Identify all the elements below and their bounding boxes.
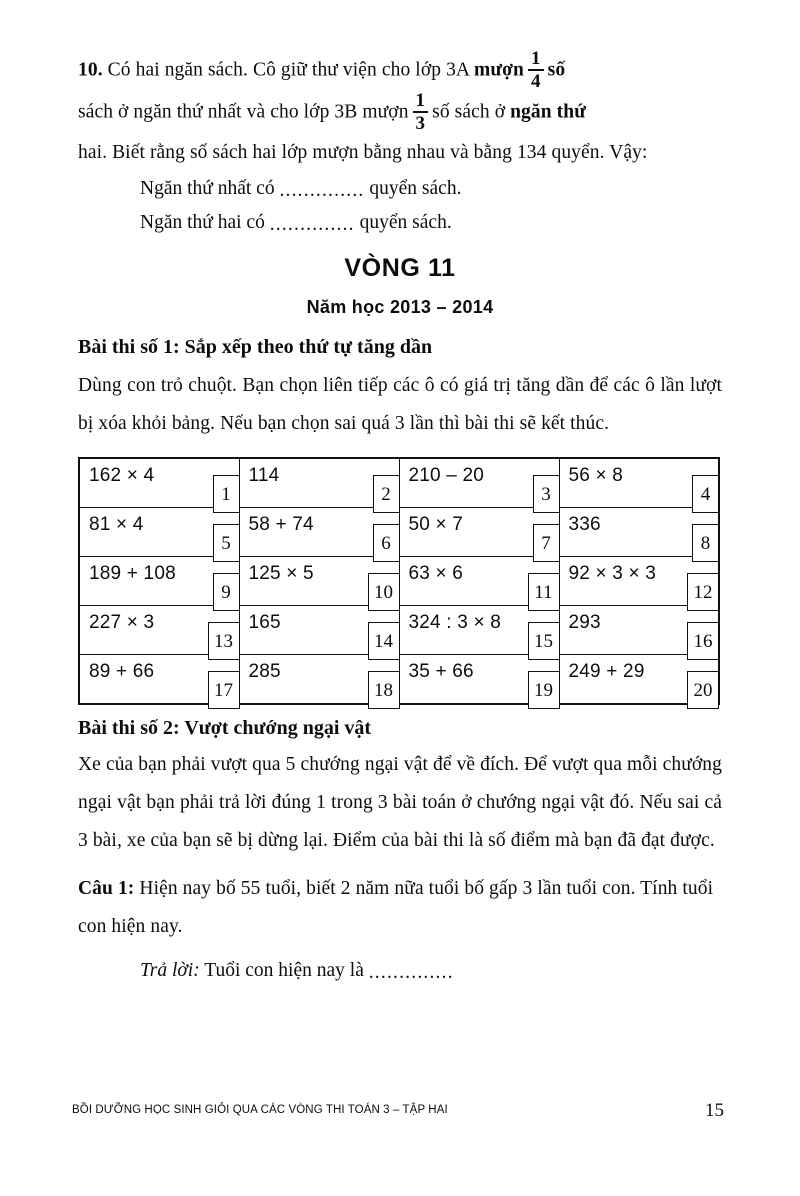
exercise-10-after-fraction1: số	[547, 59, 566, 81]
footer-book-title: BỒI DƯỠNG HỌC SINH GIỎI QUA CÁC VÒNG THI TOÁN 3 – TẬP HAI	[72, 1104, 448, 1116]
cell-expression: 162 × 4	[89, 465, 155, 486]
cell-index-box: 19	[528, 671, 560, 709]
answer-blank-dots: ..............	[279, 180, 365, 201]
exercise-10-bold-tail: ngăn thứ	[510, 101, 586, 123]
page-footer	[72, 1100, 724, 1124]
exercise-10-paragraph-2	[78, 92, 722, 134]
sorting-grid-row	[79, 557, 719, 606]
cell-expression: 336	[568, 514, 601, 535]
cell-expression: 125 × 5	[248, 563, 314, 584]
question-1-label: Câu 1:	[78, 878, 135, 899]
sorting-grid-cell[interactable]	[239, 458, 399, 508]
cell-expression: 210 – 20	[408, 465, 485, 486]
cell-index-box: 8	[692, 524, 719, 562]
fraction-denominator: 3	[415, 113, 426, 134]
exercise-10-borrow-word: mượn	[474, 59, 525, 81]
sorting-grid-cell[interactable]	[559, 508, 719, 557]
fraction-denominator: 4	[531, 71, 541, 92]
cell-index-box: 6	[373, 524, 400, 562]
sorting-grid-cell[interactable]	[559, 606, 719, 655]
cell-expression: 324 : 3 × 8	[408, 612, 502, 633]
question-1-text: Hiện nay bố 55 tuổi, biết 2 năm nữa tuổi bố gấp 3 lần tuổi con. Tính tuổi con hiện nay.	[78, 878, 714, 937]
sorting-grid-cell[interactable]	[399, 606, 559, 655]
fraction-numerator: 1	[528, 49, 544, 71]
sorting-grid-cell[interactable]	[399, 508, 559, 557]
cell-index-box: 12	[687, 573, 719, 611]
exercise-10-paragraph-3: hai. Biết rằng số sách hai lớp mượn bằng nhau và bằng 134 quyển. Vậy:	[78, 142, 648, 163]
sorting-grid-cell[interactable]	[399, 458, 559, 508]
cell-expression: 293	[568, 612, 601, 633]
fraction-one-quarter	[528, 49, 544, 91]
sorting-grid-row	[79, 458, 719, 508]
page-content	[78, 50, 722, 988]
exercise-10-part1: Có hai ngăn sách. Cô giữ thư viện cho lớp 3A	[107, 59, 470, 81]
sorting-grid-cell[interactable]	[239, 655, 399, 705]
cell-index-box: 15	[528, 622, 560, 660]
sorting-grid	[78, 457, 720, 705]
cell-expression: 58 + 74	[248, 514, 314, 535]
exercise-10-paragraph	[78, 50, 722, 92]
question-1	[78, 860, 722, 946]
cell-index-box: 10	[368, 573, 400, 611]
blank-line-first-shelf	[78, 172, 722, 206]
answer-blank-dots: ..............	[368, 962, 454, 983]
sorting-grid-cell[interactable]	[559, 557, 719, 606]
cell-expression: 50 × 7	[408, 514, 464, 535]
cell-expression: 285	[248, 661, 281, 682]
sorting-grid-cell[interactable]	[559, 458, 719, 508]
question-1-answer-line	[78, 946, 722, 988]
cell-expression: 165	[248, 612, 281, 633]
blank-line-second-shelf-suffix: quyển sách.	[359, 212, 452, 233]
sorting-grid-cell[interactable]	[79, 508, 239, 557]
cell-index-box: 18	[368, 671, 400, 709]
sorting-grid-cell[interactable]	[239, 606, 399, 655]
exercise-number: 10.	[78, 59, 103, 81]
test-2-heading: Bài thi số 2: Vượt chướng ngại vật	[78, 717, 372, 739]
cell-index-box: 7	[533, 524, 560, 562]
sorting-grid-row	[79, 606, 719, 655]
sorting-grid-cell[interactable]	[79, 655, 239, 705]
cell-index-box: 13	[208, 622, 240, 660]
sorting-grid-cell[interactable]	[239, 508, 399, 557]
cell-index-box: 5	[213, 524, 240, 562]
cell-expression: 63 × 6	[408, 563, 464, 584]
cell-index-box: 1	[213, 475, 240, 513]
fraction-one-third	[413, 91, 429, 133]
answer-blank-dots: ..............	[269, 214, 355, 235]
sorting-grid-cell[interactable]	[399, 655, 559, 705]
blank-line-second-shelf	[78, 206, 722, 240]
exercise-10-after-fraction2: số sách ở	[432, 101, 506, 123]
round-title: VÒNG 11	[344, 254, 456, 282]
cell-expression: 92 × 3 × 3	[568, 563, 657, 584]
cell-expression: 249 + 29	[568, 661, 645, 682]
sorting-grid-row	[79, 508, 719, 557]
exercise-10-part2: sách ở ngăn thứ nhất và cho lớp 3B mượn	[78, 101, 409, 123]
sorting-grid-cell[interactable]	[239, 557, 399, 606]
sorting-grid-row	[79, 655, 719, 705]
sorting-grid-cell[interactable]	[559, 655, 719, 705]
cell-index-box: 4	[692, 475, 719, 513]
cell-expression: 56 × 8	[568, 465, 624, 486]
blank-line-second-shelf-prefix: Ngăn thứ hai có	[140, 212, 265, 233]
cell-index-box: 2	[373, 475, 400, 513]
cell-index-box: 14	[368, 622, 400, 660]
cell-expression: 89 + 66	[89, 661, 155, 682]
cell-expression: 189 + 108	[89, 563, 176, 584]
sorting-grid-cell[interactable]	[399, 557, 559, 606]
cell-index-box: 11	[528, 573, 560, 611]
cell-index-box: 20	[687, 671, 719, 709]
sorting-grid-cell[interactable]	[79, 557, 239, 606]
school-year-subtitle: Năm học 2013 – 2014	[306, 297, 494, 317]
cell-expression: 81 × 4	[89, 514, 144, 535]
test-1-instructions: Dùng con trỏ chuột. Bạn chọn liên tiếp các ô có giá trị tăng dần để các ô lần lượt bị xóa khỏi bảng. Nếu bạn chọn sai quá 3 lần thì bài thi sẽ kết thúc.	[78, 375, 722, 434]
test-2-instructions: Xe của bạn phải vượt qua 5 chướng ngại vật để về đích. Để vượt qua mỗi chướng ngại vật bạn phải trả lời đúng 1 trong 3 bài toán ở chướng ngại vật đó. Nếu sai cả 3 bài, xe của bạn sẽ bị dừng lại. Điểm của bài thi là số điểm mà bạn đã đạt được.	[78, 754, 722, 851]
answer-label: Trả lời:	[140, 960, 200, 981]
cell-index-box: 9	[213, 573, 240, 611]
footer-page-number: 15	[705, 1100, 724, 1121]
fraction-numerator: 1	[413, 91, 429, 113]
blank-line-first-shelf-suffix: quyển sách.	[369, 178, 462, 199]
cell-expression: 114	[248, 465, 280, 486]
cell-index-box: 3	[533, 475, 560, 513]
sorting-grid-cell[interactable]	[79, 606, 239, 655]
cell-expression: 227 × 3	[89, 612, 155, 633]
answer-text: Tuổi con hiện nay là	[204, 960, 364, 981]
cell-expression: 35 + 66	[408, 661, 474, 682]
blank-line-first-shelf-prefix: Ngăn thứ nhất có	[140, 178, 275, 199]
sorting-grid-cell[interactable]	[79, 458, 239, 508]
sorting-grid-wrapper	[78, 457, 722, 705]
sorting-grid-body	[79, 458, 719, 704]
cell-index-box: 17	[208, 671, 240, 709]
cell-index-box: 16	[687, 622, 719, 660]
test-1-heading: Bài thi số 1: Sắp xếp theo thứ tự tăng dần	[78, 336, 433, 358]
